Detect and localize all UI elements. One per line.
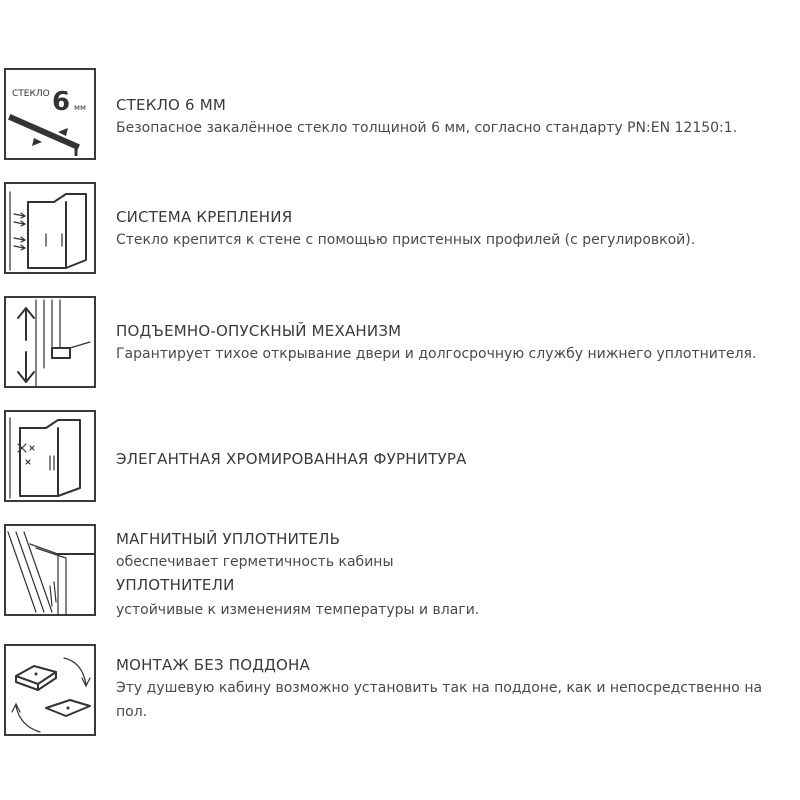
feature-description: Безопасное закалённое стекло толщиной 6 мм, согласно стандарту PN:EN 12150:1. [116, 120, 738, 136]
lift-mechanism-icon [4, 296, 96, 388]
chrome-fittings-icon [4, 410, 96, 502]
magnetic-seal-icon [4, 524, 96, 616]
feature-description-line2: пол. [116, 704, 148, 720]
feature-glass [116, 94, 800, 140]
feature-title-secondary: УПЛОТНИТЕЛИ [116, 576, 235, 594]
feature-description: Стекло крепится к стене с помощью пристенных профилей (с регулировкой). [116, 232, 696, 248]
icon-glass-word: СТЕКЛО [12, 89, 50, 99]
feature-seals [116, 528, 800, 622]
no-tray-install-icon [4, 644, 96, 736]
feature-title: СТЕКЛО 6 ММ [116, 96, 227, 114]
feature-mounting [116, 206, 800, 252]
wall-mount-icon [4, 182, 96, 274]
feature-title: СИСТЕМА КРЕПЛЕНИЯ [116, 208, 293, 226]
feature-description: Гарантирует тихое открывание двери и долгосрочную службу нижнего уплотнителя. [116, 346, 757, 362]
feature-title: ПОДЪЕМНО-ОПУСКНЫЙ МЕХАНИЗМ [116, 322, 402, 340]
feature-chrome [116, 448, 800, 470]
icon-glass-number: 6 [52, 87, 71, 117]
feature-lift [116, 320, 800, 366]
feature-title: МАГНИТНЫЙ УПЛОТНИТЕЛЬ [116, 530, 341, 548]
feature-description: обеспечивает герметичность кабины [116, 554, 394, 570]
feature-description: Эту душевую кабину возможно установить так на поддоне, как и непосредственно на [116, 680, 763, 696]
feature-description-secondary: устойчивые к изменениям температуры и влаги. [116, 602, 480, 618]
icon-glass-unit: мм [74, 103, 87, 112]
glass-thickness-icon [4, 68, 96, 160]
feature-title: МОНТАЖ БЕЗ ПОДДОНА [116, 656, 311, 674]
feature-title: ЭЛЕГАНТНАЯ ХРОМИРОВАННАЯ ФУРНИТУРА [116, 450, 467, 468]
feature-no-tray [116, 654, 800, 724]
